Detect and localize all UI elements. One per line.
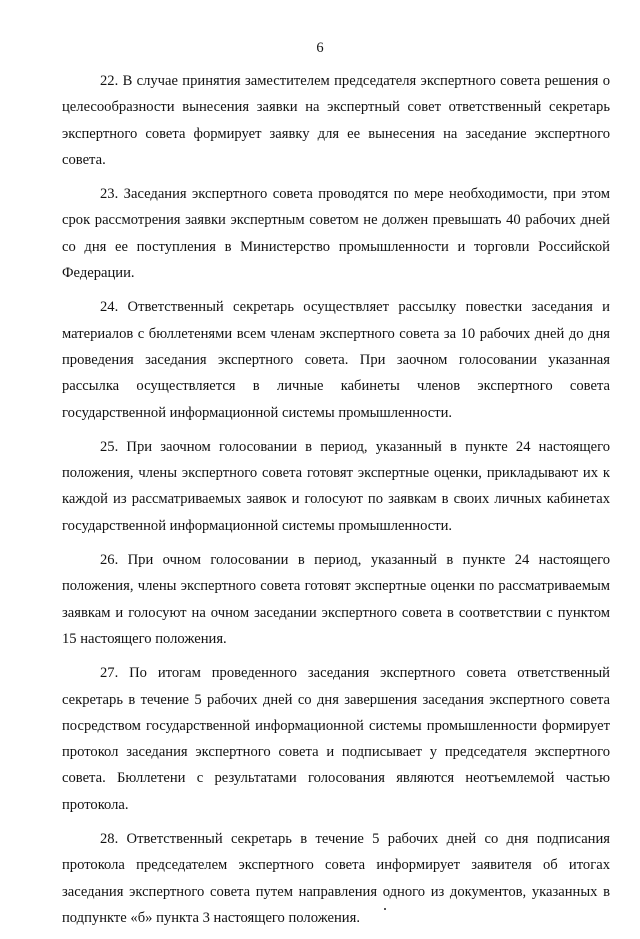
paragraph-25: 25. При заочном голосовании в период, указанный в пункте 24 настоящего положения, члены экспертного совета готовят экспертные оценки, прикладывают их к каждой из рассматриваемых заявок и голосуют по заявкам в своих личных кабинетах государственной информационной системы промышленности. bbox=[62, 438, 610, 534]
paragraph-22: 22. В случае принятия заместителем председателя экспертного совета решения о целесообразности вынесения заявки на экспертный совет ответственный секретарь экспертного совета формирует заявку для ее вынесения на заседание экспертного совета. bbox=[62, 73, 610, 168]
paragraph-24: 24. Ответственный секретарь осуществляет рассылку повестки заседания и материалов с бюллетенями всем членам экспертного совета за 10 рабочих дней до дня проведения заседания экспертного совета. При заочном голосовании указанная рассылка осуществляется в личные кабинеты членов экспертного совета государственной информационной системы промышленности. bbox=[62, 299, 610, 421]
paragraph-27: 27. По итогам проведенного заседания экспертного совета ответственный секретарь в течение 5 рабочих дней со дня завершения заседания экспертного совета посредством государственной информационной системы промышленности формирует протокол заседания экспертного совета и подписывает у председателя экспертного совета. Бюллетени с результатами голосования являются неотъемлемой частью протокола. bbox=[62, 665, 610, 813]
scan-speck bbox=[384, 908, 386, 910]
paragraph-23: 23. Заседания экспертного совета проводятся по мере необходимости, при этом срок рассмотрения заявки экспертным советом не должен превышать 40 рабочих дней со дня ее поступления в Министерство промышленности и торговли Российской Федерации. bbox=[62, 186, 610, 282]
document-body bbox=[62, 68, 610, 939]
page-number: 6 bbox=[316, 40, 324, 56]
paragraph-28: 28. Ответственный секретарь в течение 5 рабочих дней со дня подписания протокола председателем экспертного совета информирует заявителя об итогах заседания экспертного совета путем направления одного из документов, указанных в подпункте «б» пункта 3 настоящего положения. bbox=[62, 831, 610, 926]
paragraph-26: 26. При очном голосовании в период, указанный в пункте 24 настоящего положения, члены экспертного совета готовят экспертные оценки по рассматриваемым заявкам и голосуют на очном заседании экспертного совета в соответствии с пунктом 15 настоящего положения. bbox=[62, 552, 610, 647]
